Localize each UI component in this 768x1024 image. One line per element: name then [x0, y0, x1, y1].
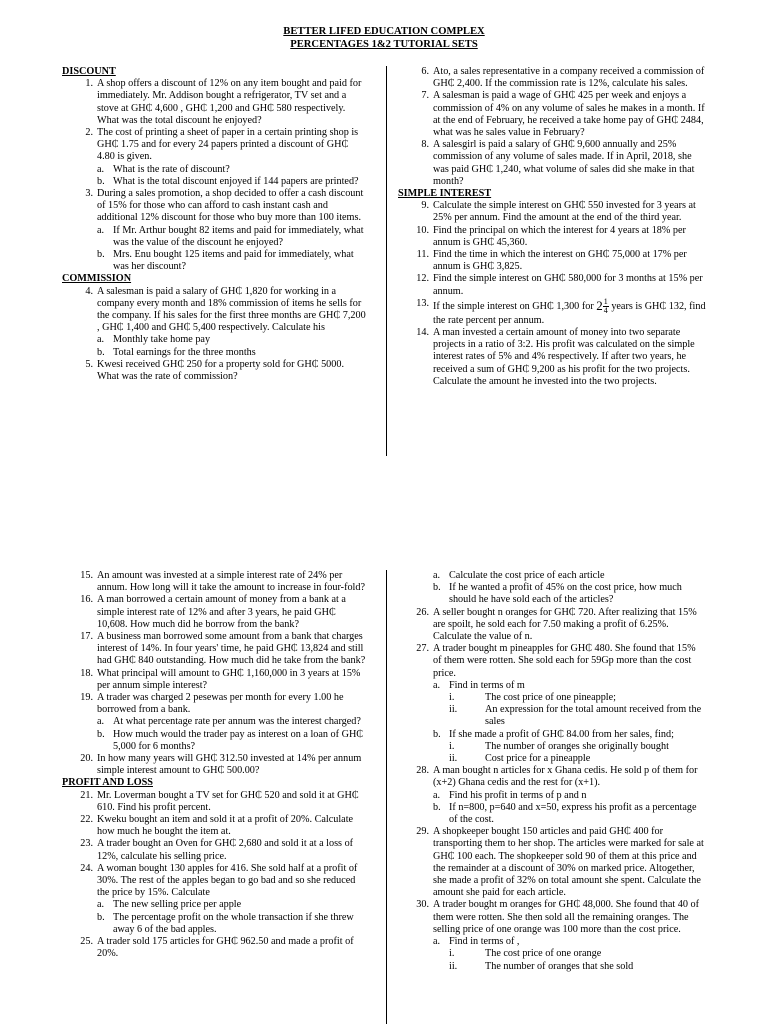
sub-question-label: b.: [97, 175, 105, 187]
question-number: 14.: [416, 327, 429, 339]
question-item: [62, 359, 366, 383]
sub-question-text: Monthly take home pay: [113, 334, 211, 346]
question-text: A trader bought m oranges for GH₵ 48,000. She found that 40 of them were rotten. She then sold all the remaining oranges. The selling price of one orange was 100 more than the cost price.: [433, 899, 699, 935]
question-item: [398, 298, 706, 327]
question-item: [62, 570, 366, 594]
question-text: A woman bought 130 apples for 416. She sold half at a profit of 30%. The rest of the apples began to go bad and so she reduced the price by 15%. Calculate: [97, 862, 358, 899]
sub-question-text: What is the rate of discount?: [113, 163, 230, 175]
page2-column-divider: [386, 570, 387, 1024]
question-text: The cost of printing a sheet of paper in a certain printing shop is GH₵ 1.75 and for every 24 papers printed a discount of GH₵ 4.80 is given.: [97, 127, 359, 163]
question-number: 26.: [416, 606, 429, 618]
fraction-numerator: 1: [603, 296, 608, 306]
sub-question-list: [398, 936, 706, 973]
roman-text: The number of oranges she originally bought: [485, 740, 669, 752]
sub-question-label: b.: [97, 249, 105, 261]
sub-question: [97, 347, 366, 359]
question-number: 15.: [80, 570, 93, 581]
roman-label: ii.: [449, 960, 458, 972]
question-item: [62, 863, 366, 900]
question-number: 29.: [416, 826, 429, 838]
question-number: 13.: [416, 297, 429, 309]
roman-sub-question: [433, 948, 706, 960]
sub-question-label: b.: [97, 911, 105, 923]
sub-question-label: a.: [433, 789, 441, 801]
question-item: [398, 826, 706, 899]
sub-question: [97, 225, 366, 249]
question-text: A man borrowed a certain amount of money from a bank at a simple interest rate of 12% and after 3 years, he paid GH₵ 10,608. How much did he borrow from the bank?: [97, 594, 346, 630]
sub-question-text: If she made a profit of GH₵ 84.00 from her sales, find;: [449, 728, 674, 740]
sub-question: [97, 729, 366, 753]
question-text: A trader was charged 2 pesewas per month for every 1.00 he borrowed from a bank.: [97, 692, 344, 716]
sub-question-label: a.: [97, 334, 105, 346]
sub-question-text: At what percentage rate per annum was the interest charged?: [113, 716, 361, 728]
question-text-part: years is GH₵ 132, find the rate percent per annum.: [433, 300, 706, 326]
question-text: Find the time in which the interest on GH₵ 75,000 at 17% per annum is GH₵ 3,825.: [433, 249, 687, 273]
question-number: 16.: [80, 594, 93, 606]
sub-question: [97, 164, 366, 176]
question-number: 30.: [416, 899, 429, 911]
sub-question-list: [398, 570, 706, 607]
page1-column-divider: [386, 66, 387, 456]
question-number: 4.: [85, 285, 93, 297]
sub-question-list: [62, 334, 366, 358]
question-text: [433, 298, 706, 327]
roman-label: ii.: [449, 704, 458, 716]
question-item: [398, 273, 706, 297]
section-heading: COMMISSION: [62, 273, 132, 285]
question-text: In how many years will GH₵ 312.50 invested at 14% per annum simple interest amount to GH₵ 500.00?: [97, 753, 362, 777]
sub-question-label: a.: [433, 679, 441, 691]
sub-question-label: a.: [97, 224, 105, 236]
question-item: [398, 899, 706, 936]
question-text: A shopkeeper bought 150 articles and paid GH₵ 400 for transporting them to her shop. The articles were marked for sale at GH₵ 100 each. The shopkeeper sold 90 of them at this price and the remainder at a discount of 30% on marked price. Altogether, she made a profit of 32% on total amount she spent. Calculate the amount she paid for each article.: [433, 826, 704, 899]
question-number: 7.: [421, 90, 429, 102]
sub-question-text: Find his profit in terms of p and n: [449, 789, 587, 801]
question-item: [398, 643, 706, 680]
sub-question: [97, 249, 366, 273]
sub-question-text: If n=800, p=640 and x=50, express his profit as a percentage of the cost.: [449, 801, 697, 826]
roman-text: Cost price for a pineapple: [485, 753, 591, 765]
sub-question: [433, 936, 706, 948]
roman-text: An expression for the total amount received from the sales: [485, 704, 702, 728]
sub-question: [97, 899, 366, 911]
sub-question-text: Find in terms of m: [449, 679, 525, 691]
sub-question: [97, 716, 366, 728]
sub-question-text: The percentage profit on the whole transaction if she threw away 6 of the bad apples.: [113, 911, 354, 935]
roman-label: ii.: [449, 753, 458, 765]
roman-label: i.: [449, 948, 455, 960]
fraction-whole: 2: [596, 298, 603, 314]
question-item: [398, 249, 706, 273]
section-heading: SIMPLE INTEREST: [398, 188, 492, 200]
question-text: Kwesi received GH₵ 250 for a property sold for GH₵ 5000. What was the rate of commission?: [97, 358, 344, 383]
sub-question-text: What is the total discount enjoyed if 144 papers are printed?: [113, 175, 359, 187]
question-item: [398, 607, 706, 644]
question-text: A trader bought an Oven for GH₵ 2,680 and sold it at a loss of 12%, calculate his selling price.: [97, 838, 354, 862]
question-number: 3.: [85, 188, 93, 200]
page1-left-column: [62, 66, 366, 383]
question-number: 9.: [421, 200, 429, 212]
question-item: [62, 790, 366, 814]
question-text-part: If the simple interest on GH₵ 1,300 for: [433, 300, 597, 312]
question-item: [398, 139, 706, 188]
question-text: An amount was invested at a simple interest rate of 24% per annum. How long will it take the amount to increase in four-fold?: [97, 570, 365, 594]
page1-right-column: [398, 66, 706, 388]
question-text: A man bought n articles for x Ghana cedis. He sold p of them for (x+2) Ghana cedis and the rest for (x+1).: [433, 765, 698, 789]
question-number: 22.: [80, 814, 93, 826]
question-number: 11.: [416, 249, 429, 261]
question-text: A seller bought n oranges for GH₵ 720. After realizing that 15% are spoilt, he sold each for 7.50 making a profit of 6.25%. Calculate the value of n.: [433, 606, 697, 643]
sub-question-list: [62, 899, 366, 936]
question-item: [62, 631, 366, 668]
sub-question-label: b.: [97, 346, 105, 358]
question-number: 2.: [85, 127, 93, 139]
question-item: [398, 327, 706, 388]
question-number: 27.: [416, 643, 429, 655]
question-text: Ato, a sales representative in a company received a commission of GH₵ 2,400. If the commission rate is 12%, calculate his sales.: [433, 66, 705, 90]
sub-question-text: If Mr. Arthur bought 82 items and paid for immediately, what was the value of the discount he enjoyed?: [113, 224, 364, 248]
roman-sub-question: [433, 753, 706, 765]
question-text: Mr. Loverman bought a TV set for GH₵ 520 and sold it at GH₵ 610. Find his profit percent.: [97, 789, 359, 813]
roman-text: The cost price of one orange: [485, 948, 602, 960]
question-text: A salesgirl is paid a salary of GH₵ 9,600 annually and 25% commission of any volume of sales made. If in April, 2018, she was paid GH₵ 1,240, what volume of sales did she make in that month?: [433, 139, 695, 187]
question-number: 10.: [416, 224, 429, 236]
sub-question: [433, 790, 706, 802]
sub-question-text: How much would the trader pay as interest on a loan of GH₵ 5,000 for 6 months?: [113, 728, 364, 752]
question-text: Find the principal on which the interest for 4 years at 18% per annum is GH₵ 45,360.: [433, 224, 686, 248]
question-text: A man invested a certain amount of money into two separate projects in a ratio of 3:2. His profit was calculated on the simple interest rates of 5% and 4% respectively. If after two years, he received a sum of GH₵ 9,200 as his profit for the two projects. Calculate the amount he invested into the two projects.: [433, 327, 695, 387]
roman-text: The cost price of one pineapple;: [485, 692, 616, 704]
mixed-fraction: [596, 298, 609, 315]
sub-question: [433, 582, 706, 606]
question-item: [62, 692, 366, 716]
question-number: 20.: [80, 753, 93, 765]
question-number: 1.: [85, 78, 93, 90]
question-item: [62, 838, 366, 862]
question-item: [62, 753, 366, 777]
question-number: 12.: [416, 273, 429, 285]
question-item: [398, 765, 706, 789]
roman-sub-question: [433, 961, 706, 973]
sub-question-list: [62, 164, 366, 188]
question-item: [62, 286, 366, 335]
question-item: [62, 936, 366, 960]
question-number: 24.: [80, 862, 93, 874]
sub-question-label: b.: [433, 801, 441, 813]
sub-question: [433, 680, 706, 692]
question-item: [398, 200, 706, 224]
section-heading: PROFIT AND LOSS: [62, 777, 153, 789]
question-number: 5.: [85, 358, 93, 370]
page2-left-column: [62, 570, 366, 961]
question-item: [62, 127, 366, 164]
sub-question-label: a.: [97, 163, 105, 175]
sub-question: [433, 570, 706, 582]
sub-question-text: Mrs. Enu bought 125 items and paid for immediately, what was her discount?: [113, 249, 354, 273]
sub-question: [433, 802, 706, 826]
roman-sub-question: [433, 704, 706, 728]
question-text: A trader sold 175 articles for GH₵ 962.50 and made a profit of 20%.: [97, 936, 354, 960]
question-text: Calculate the simple interest on GH₵ 550 invested for 3 years at 25% per annum. Find the amount at the end of the third year.: [433, 200, 696, 224]
roman-sub-question: [433, 692, 706, 704]
document-title: BETTER LIFED EDUCATION COMPLEX: [283, 26, 485, 37]
question-item: [62, 78, 366, 127]
sub-question-list: [62, 225, 366, 274]
sub-question-label: b.: [433, 582, 441, 594]
question-text: A salesman is paid a wage of GH₵ 425 per week and enjoys a commission of 4% on any volume of sales he makes in a month. If at the end of February, he received a take home pay of GH₵ 2484, what was he sales value in February?: [433, 90, 705, 139]
question-item: [62, 594, 366, 631]
roman-text: The number of oranges that she sold: [485, 960, 634, 972]
roman-sub-question: [433, 741, 706, 753]
question-item: [62, 814, 366, 838]
question-item: [62, 668, 366, 692]
question-text: Kweku bought an item and sold it at a profit of 20%. Calculate how much he bought the item at.: [97, 814, 354, 838]
question-number: 8.: [421, 139, 429, 151]
sub-question-label: b.: [97, 728, 105, 740]
sub-question: [97, 176, 366, 188]
section-heading: DISCOUNT: [62, 66, 116, 77]
question-item: [62, 188, 366, 225]
roman-label: i.: [449, 740, 455, 752]
question-item: [398, 225, 706, 249]
sub-question: [433, 729, 706, 741]
sub-question-text: Find in terms of ,: [449, 936, 520, 948]
question-text: A business man borrowed some amount from a bank that charges interest of 14%. In four years' time, he paid GH₵ 13,824 and still had GH₵ 840 outstanding. How much did he take from the bank?: [97, 631, 366, 667]
question-number: 17.: [80, 631, 93, 643]
question-text: What principal will amount to GH₵ 1,160,000 in 3 years at 15% per annum simple interest?: [97, 667, 361, 691]
sub-question-label: a.: [97, 899, 105, 911]
sub-question-label: a.: [97, 716, 105, 728]
page2-right-column: [398, 570, 706, 973]
sub-question-label: a.: [433, 936, 441, 948]
sub-question: [97, 334, 366, 346]
question-number: 6.: [421, 66, 429, 77]
question-number: 23.: [80, 838, 93, 850]
question-text: A trader bought m pineapples for GH₵ 480. She found that 15% of them were rotten. She sold each for 59Gp more than the cost price.: [433, 643, 696, 679]
question-number: 21.: [80, 789, 93, 801]
sub-question-text: If he wanted a profit of 45% on the cost price, how much should he have sold each of the articles?: [449, 582, 682, 606]
sub-question-list: [62, 716, 366, 753]
document-subtitle: PERCENTAGES 1&2 TUTORIAL SETS: [290, 38, 478, 50]
sub-question-list: [398, 680, 706, 765]
sub-question-label: a.: [433, 570, 441, 581]
question-text: A salesman is paid a salary of GH₵ 1,820 for working in a company every month and 18% commission of items he sells for the company. If his sales for the first three months are GH₵ 7,200 , GH₵ 1,400 and GH₵ 5,400 respectively. Calculate his: [97, 285, 366, 334]
sub-question-text: Calculate the cost price of each article: [449, 570, 605, 581]
sub-question-text: Total earnings for the three months: [113, 346, 256, 358]
question-item: [398, 90, 706, 139]
question-text: A shop offers a discount of 12% on any item bought and paid for immediately. Mr. Addison bought a refrigerator, TV set and a stove at GH₵ 4,600 , GH₵ 1,200 and GH₵ 580 respectively. What was the total discount he enjoyed?: [97, 78, 362, 126]
roman-label: i.: [449, 692, 455, 704]
question-number: 18.: [80, 667, 93, 679]
sub-question-label: b.: [433, 728, 441, 740]
sub-question: [97, 912, 366, 936]
sub-question-list: [398, 790, 706, 827]
sub-question-text: The new selling price per apple: [113, 899, 242, 911]
fraction-denominator: 4: [603, 305, 608, 315]
document-header: [0, 26, 768, 51]
question-text: Find the simple interest on GH₵ 580,000 for 3 months at 15% per annum.: [433, 273, 703, 297]
question-text: During a sales promotion, a shop decided to offer a cash discount of 15% for those who can afford to cash instant cash and additional 12% discount for those who buy more than 100 items.: [97, 188, 364, 224]
question-number: 28.: [416, 765, 429, 777]
question-item: [398, 66, 706, 90]
question-number: 19.: [80, 692, 93, 704]
question-number: 25.: [80, 936, 93, 948]
